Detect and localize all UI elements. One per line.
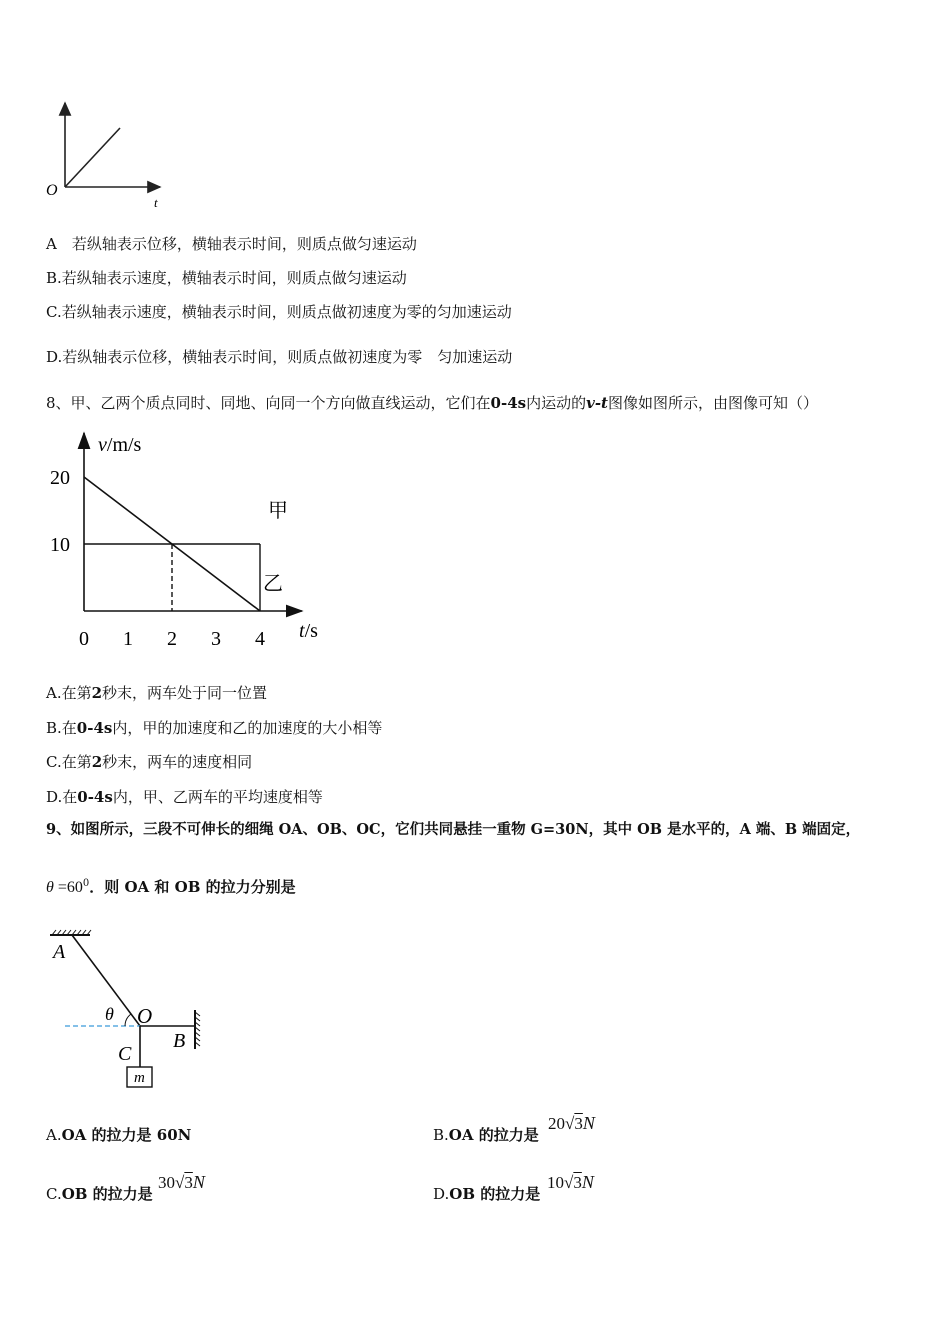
q8-option-c: C.在第2秒末，两车的速度相同	[46, 753, 253, 771]
q9-stem: 9、如图所示，三段不可伸长的细绳 OA、OB、OC，它们共同悬挂一重物 G=30N，其中 OB 是水平的，A 端、B 端固定，	[46, 821, 861, 838]
q8-option-a: A.在第2秒末，两车处于同一位置	[46, 684, 268, 702]
vt-y-tick-label: 10	[50, 534, 70, 556]
q7-x-label: t	[154, 195, 158, 210]
q9-figure	[45, 925, 220, 1095]
q7-origin-label: O	[46, 182, 58, 199]
theta-label: θ	[105, 1004, 114, 1024]
vt-x-tick-label: 0	[79, 628, 89, 650]
q9-option-a: A.OA 的拉力是 60N	[46, 1126, 192, 1144]
vt-x-tick-label: 3	[211, 628, 221, 650]
q7-option-d: D.若纵轴表示位移，横轴表示时间，则质点做初速度为零 匀加速运动	[46, 348, 513, 366]
q9-stem-theta: $\theta =60^0$．则 OA 和 OB 的拉力分别是	[46, 878, 296, 896]
vt-x-tick-label: 2	[167, 628, 177, 650]
q7-line	[65, 128, 120, 187]
q8-stem: 8、甲、乙两个质点同时、同地、向同一个方向做直线运动，它们在0-4s内运动的v-t图像如图所示，由图像可知（）	[46, 394, 818, 412]
q7-option-b: B.若纵轴表示速度，横轴表示时间，则质点做匀速运动	[46, 269, 407, 287]
q7-option-a: A 若纵轴表示位移，横轴表示时间，则质点做匀速运动	[46, 235, 417, 253]
q8-option-b: B.在0-4s内，甲的加速度和乙的加速度的大小相等	[46, 719, 383, 737]
q7-option-c: C.若纵轴表示速度，横轴表示时间，则质点做初速度为零的匀加速运动	[46, 303, 512, 321]
point-a-label: A	[53, 941, 66, 963]
q8-option-d: D.在0-4s内，甲、乙两车的平均速度相等	[46, 788, 323, 806]
q9-option-b: B.OA 的拉力是	[433, 1126, 539, 1144]
point-c-label: C	[118, 1043, 132, 1065]
vt-series-label: 甲	[268, 500, 288, 522]
q9-option-b-formula: 20√3N	[548, 1113, 595, 1133]
vt-x-label: t/s	[299, 620, 318, 642]
vt-y-label: v/m/s	[98, 434, 142, 456]
q7-figure	[40, 95, 175, 215]
point-b-label: B	[173, 1030, 186, 1052]
mass-label: m	[134, 1070, 145, 1086]
q9-option-c-formula: 30√3N	[158, 1172, 205, 1192]
q9-option-d: D.OB 的拉力是	[433, 1185, 541, 1203]
q9-option-c: C.OB 的拉力是	[46, 1185, 153, 1203]
vt-x-tick-label: 4	[255, 628, 265, 650]
vt-x-tick-label: 1	[123, 628, 133, 650]
theta-arc	[125, 1014, 131, 1026]
vt-chart	[40, 425, 350, 660]
vt-y-tick-label: 20	[50, 467, 70, 489]
point-o-label: O	[137, 1004, 153, 1028]
vt-series-label: 乙	[263, 573, 283, 595]
q9-option-d-formula: 10√3N	[547, 1172, 594, 1192]
